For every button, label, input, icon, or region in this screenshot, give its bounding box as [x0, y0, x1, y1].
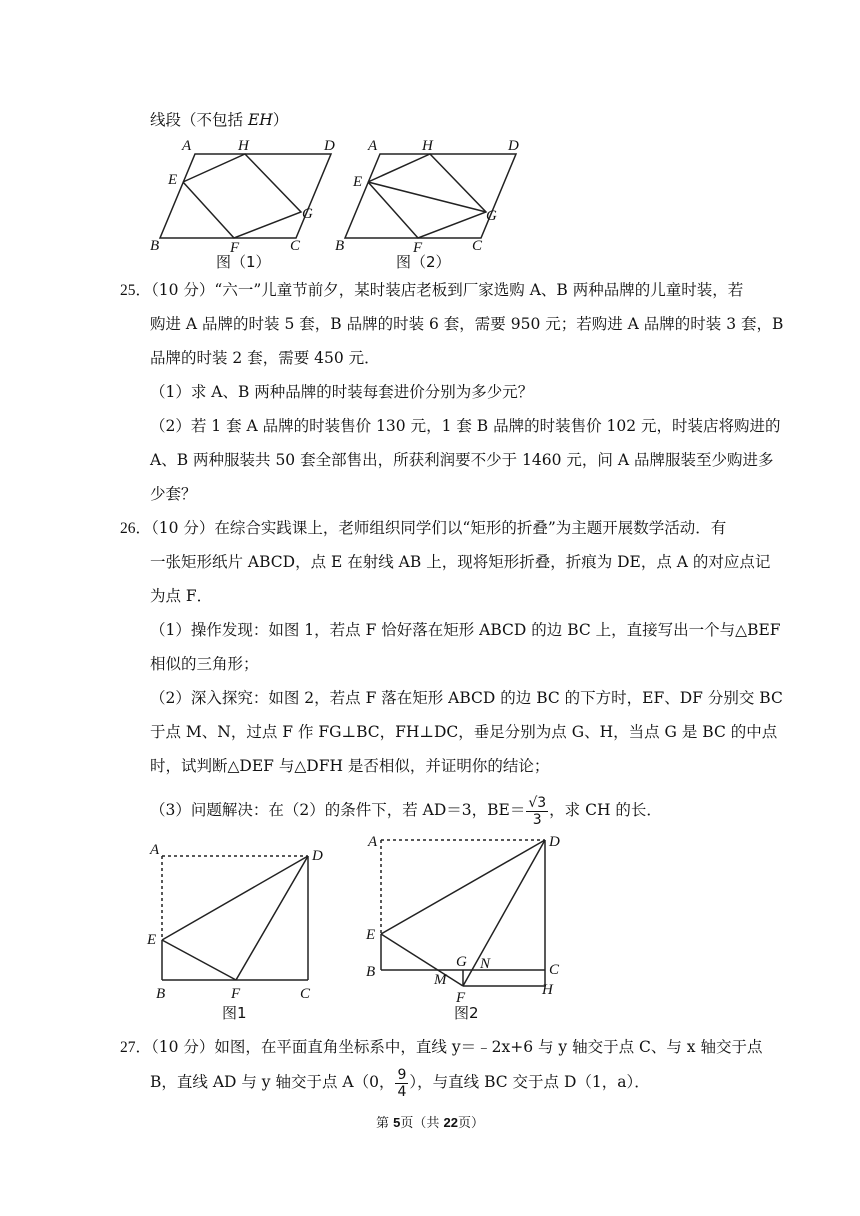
q27-text1: （10 分）如图，在平面直角坐标系中，直线 y＝﹣2x+6 与 y 轴交于点 C、与 x 轴交于点	[151, 1038, 763, 1056]
fraction-numerator: √3	[528, 794, 547, 811]
q26-part1-line1	[150, 620, 781, 640]
q25-part2-text2: A、B 两种服装共 50 套全部售出，所获利润要不少于 1460 元，问 A 品牌服装至少购进多	[150, 451, 774, 469]
q26-part2-text1: （2）深入探究：如图 2，若点 F 落在矩形 ABCD 的边 BC 的下方时，EF、DF 分别交 BC	[150, 689, 783, 707]
q25-part2-text3: 少套？	[150, 485, 197, 503]
fig2-label-C: C	[472, 238, 483, 254]
fig2-label-G: G	[486, 208, 497, 224]
rect1-label-B: B	[156, 986, 166, 1002]
q25-part1-text: （1）求 A、B 两种品牌的时装每套进价分别为多少元？	[150, 383, 534, 401]
parallelogram-figure-2	[345, 154, 516, 238]
q26-text3: 为点 F．	[150, 587, 213, 605]
q26-part2-text3: 时，试判断△DEF 与△DFH 是否相似，并证明你的结论；	[150, 757, 550, 775]
q25-part2-line3	[150, 484, 197, 504]
parallelogram-figure-1	[160, 154, 331, 238]
q27-number: 27．	[120, 1039, 152, 1056]
q24-tail-text2: ）	[272, 111, 289, 129]
fig2-label-F: F	[413, 240, 423, 256]
q26-part1-line2	[150, 654, 259, 674]
rect-caption-2: 图2	[454, 1004, 479, 1022]
fig2-label-H: H	[422, 138, 433, 154]
page-footer	[0, 1112, 860, 1131]
footer-page-number: 5	[393, 1115, 401, 1130]
q26-line1	[120, 518, 726, 539]
q27-text2b: ），与直线 BC 交于点 D（1，a）．	[409, 1073, 650, 1091]
q24-tail-line	[150, 110, 288, 130]
q25-line3	[150, 348, 380, 368]
rect2-label-F: F	[456, 990, 466, 1006]
rect2-label-C: C	[549, 962, 560, 978]
fig1-label-G: G	[302, 206, 313, 222]
q25-part2-text1: （2）若 1 套 A 品牌的时装售价 130 元，1 套 B 品牌的时装售价 102 元，时装店将购进的	[150, 417, 781, 435]
q26-part2-text2: 于点 M、N，过点 F 作 FG⊥BC，FH⊥DC，垂足分别为点 G、H，当点 G 是 BC 的中点	[150, 723, 778, 741]
fraction-denominator: 3	[532, 811, 542, 828]
fraction-denominator: 4	[397, 1083, 407, 1100]
q25-text2: 购进 A 品牌的时装 5 套，B 品牌的时装 6 套，需要 950 元；若购进 A 品牌的时装 3 套，B	[150, 315, 784, 333]
figure-parallelograms	[0, 132, 860, 272]
fig1-label-A: A	[182, 138, 192, 154]
footer-total-pages: 22	[443, 1115, 458, 1130]
q27-text2a: B，直线 AD 与 y 轴交于点 A（0，	[150, 1073, 395, 1091]
fig1-label-B: B	[150, 238, 160, 254]
q26-part2-line1	[150, 688, 783, 708]
fraction-sqrt3-over-3	[526, 795, 548, 828]
q26-text2: 一张矩形纸片 ABCD，点 E 在射线 AB 上，现将矩形折叠，折痕为 DE，点 A 的对应点记	[150, 553, 771, 571]
fraction-numerator: 9	[397, 1066, 407, 1083]
q26-part3	[150, 790, 662, 830]
fraction-9-over-4	[395, 1067, 408, 1100]
rect2-label-N: N	[480, 956, 491, 972]
q26-part2-line3	[150, 756, 549, 776]
q26-line2	[150, 552, 770, 572]
rect2-label-B: B	[366, 964, 376, 980]
rect2-label-D: D	[549, 834, 560, 850]
fig1-label-E: E	[168, 172, 178, 188]
fig-caption-2: 图（2）	[396, 253, 451, 271]
rect2-label-E: E	[366, 927, 376, 943]
q26-text1: （10 分）在综合实践课上，老师组织同学们以“矩形的折叠”为主题开展数学活动．有	[151, 519, 727, 537]
rect1-label-A: A	[150, 842, 160, 858]
rect2-label-A: A	[368, 834, 378, 850]
rectangle-figure-1	[162, 856, 308, 980]
q26-part1-text1: （1）操作发现：如图 1，若点 F 恰好落在矩形 ABCD 的边 BC 上，直接写出一个与△BEF	[150, 621, 781, 639]
q24-tail-text1: 线段（不包括	[150, 111, 248, 129]
rect2-label-M: M	[434, 972, 447, 988]
q25-line1	[120, 280, 743, 301]
rect1-label-F: F	[231, 986, 241, 1002]
rect2-label-G: G	[456, 954, 467, 970]
fig2-label-E: E	[353, 174, 363, 190]
q25-part1	[150, 382, 533, 402]
footer-post: 页）	[457, 1116, 484, 1131]
fig2-label-B: B	[335, 238, 345, 254]
q26-line3	[150, 586, 212, 606]
fig1-label-D: D	[324, 138, 335, 154]
q25-line2	[150, 314, 783, 334]
q26-part3-text2: ，求 CH 的长．	[549, 801, 662, 819]
q27-line2	[150, 1062, 650, 1102]
fig1-label-C: C	[290, 238, 301, 254]
fig2-label-D: D	[508, 138, 519, 154]
q26-part3-text1: （3）问题解决：在（2）的条件下，若 AD＝3，BE＝	[150, 801, 526, 819]
q26-number: 26．	[120, 520, 152, 537]
rect1-label-C: C	[300, 986, 311, 1002]
q26-part1-text2: 相似的三角形；	[150, 655, 259, 673]
q25-text3: 品牌的时装 2 套，需要 450 元．	[150, 349, 380, 367]
fig-caption-1: 图（1）	[216, 253, 271, 271]
q25-part2-line2	[150, 450, 773, 470]
footer-mid: 页（共	[400, 1116, 444, 1131]
q25-number: 25．	[120, 282, 152, 299]
footer-pre: 第	[376, 1116, 394, 1131]
q24-tail-it: EH	[247, 111, 273, 129]
q27-line1	[120, 1037, 762, 1058]
fig1-label-H: H	[238, 138, 249, 154]
rect1-label-E: E	[147, 932, 157, 948]
figure-rectangles	[0, 832, 860, 1052]
q25-text1: （10 分）“六一”儿童节前夕，某时装店老板到厂家选购 A、B 两种品牌的儿童时装，若	[151, 281, 744, 299]
q26-part2-line2	[150, 722, 777, 742]
rect2-label-H: H	[542, 982, 553, 998]
q25-part2-line1	[150, 416, 781, 436]
rect-caption-1: 图1	[222, 1004, 247, 1022]
rect1-label-D: D	[312, 848, 323, 864]
fig2-label-A: A	[368, 138, 378, 154]
fig1-label-F: F	[230, 240, 240, 256]
